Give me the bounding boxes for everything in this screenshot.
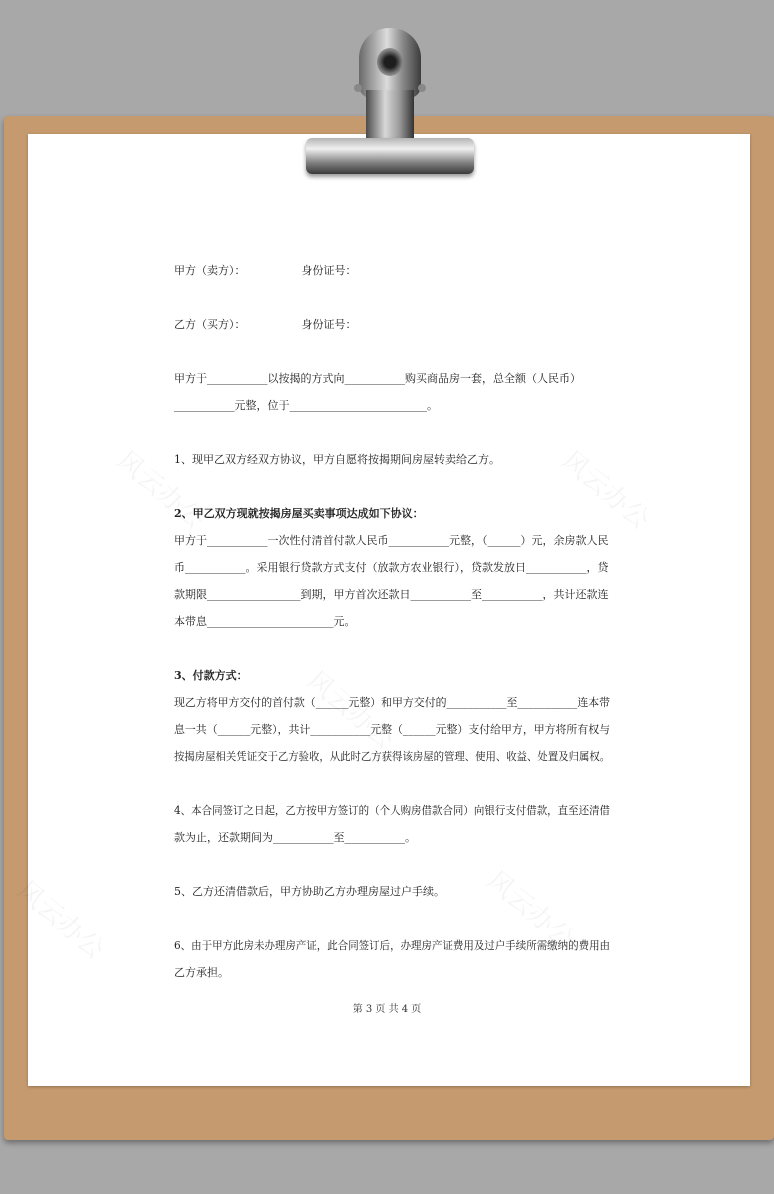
intro-line-1: 甲方于___________以按揭的方式向___________购买商品房一套，总全额（人民币） bbox=[174, 372, 581, 385]
clause-4-line-1: 4、本合同签订之日起，乙方按甲方签订的（个人购房借款合同）向银行支付借款，直至还清借 bbox=[174, 804, 611, 817]
clause-3-heading: 3、付款方式： bbox=[174, 669, 248, 682]
page-footer: 第 3 页 共 4 页 bbox=[352, 1004, 422, 1015]
buyer-party-line: 乙方（买方）： 身份证号： bbox=[174, 318, 357, 331]
watermark bbox=[10, 871, 113, 966]
clause-2-line-4: 本带息_______________________元。 bbox=[174, 615, 356, 628]
clause-2-line-2: 币___________。采用银行贷款方式支付（放款方农业银行），贷款发放日___________，贷 bbox=[174, 561, 609, 574]
clause-3-line-1: 现乙方将甲方交付的首付款（______元整）和甲方交付的___________至___________连本带 bbox=[174, 696, 611, 709]
clause-3-line-3: 按揭房屋相关凭证交于乙方验收，从此时乙方获得该房屋的管理、使用、收益、处置及归属权。 bbox=[174, 750, 611, 763]
clause-4-line-2: 款为止，还款期间为___________至___________。 bbox=[174, 831, 416, 844]
seller-party-line: 甲方（卖方）： 身份证号： bbox=[174, 264, 357, 277]
clause-3-line-2: 息一共（______元整），共计___________元整（______元整）支付给甲方，甲方将所有权与 bbox=[174, 723, 611, 736]
clause-6-line-2: 乙方承担。 bbox=[174, 966, 229, 979]
clause-1: 1、现甲乙双方经双方协议，甲方自愿将按揭期间房屋转卖给乙方。 bbox=[174, 453, 500, 466]
clause-2-heading: 2、甲乙双方现就按揭房屋买卖事项达成如下协议： bbox=[174, 507, 424, 520]
clause-5: 5、乙方还清借款后，甲方协助乙方办理房屋过户手续。 bbox=[174, 885, 445, 898]
clause-2-line-3: 款期限_________________到期，甲方首次还款日___________至___________，共计还款连 bbox=[174, 588, 609, 601]
clause-2-line-1: 甲方于___________一次性付清首付款人民币___________元整，（______）元，余房款人民 bbox=[174, 534, 609, 547]
clause-6-line-1: 6、由于甲方此房未办理房产证，此合同签订后，办理房产证费用及过户手续所需缴纳的费用由 bbox=[174, 939, 611, 952]
intro-line-2: ___________元整，位于_________________________。 bbox=[174, 399, 438, 412]
